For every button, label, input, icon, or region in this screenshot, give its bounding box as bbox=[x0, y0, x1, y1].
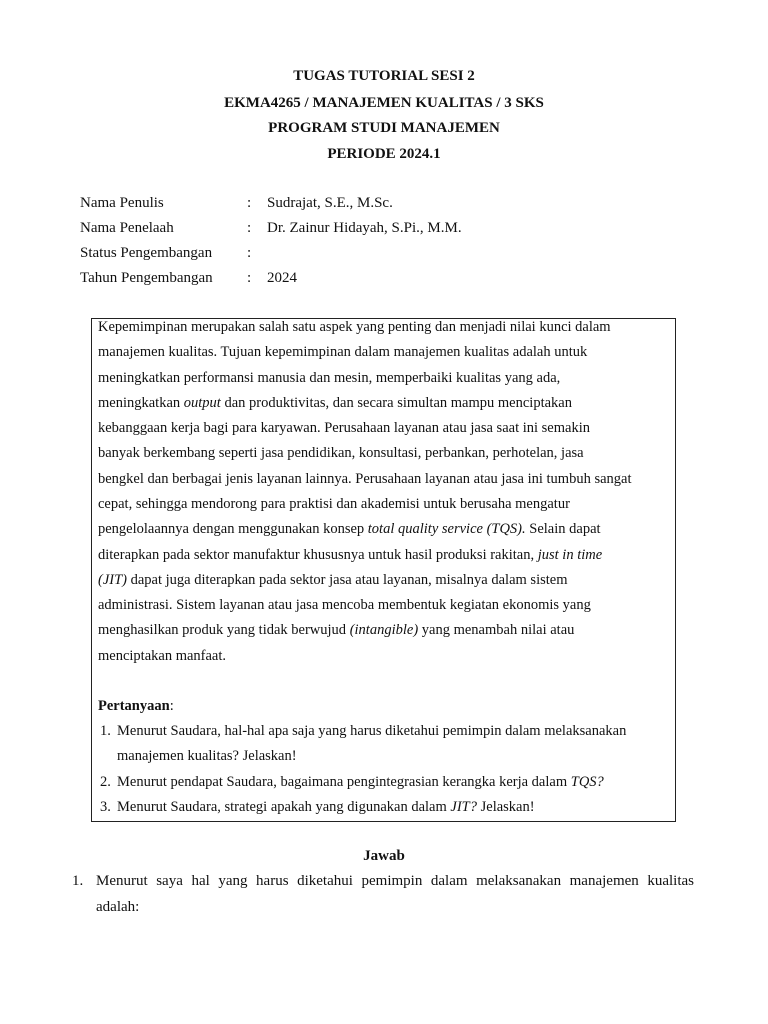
meta-label: Tahun Pengembangan bbox=[80, 270, 213, 286]
case-term-jit: just in time bbox=[537, 547, 603, 563]
case-text: banyak berkembang seperti jasa pendidikan, konsultasi, perbankan, perhotelan, jasa bbox=[98, 445, 584, 461]
meta-label: Nama Penelaah bbox=[80, 220, 174, 236]
question-text: Jelaskan! bbox=[476, 799, 535, 815]
meta-colon: : bbox=[247, 245, 252, 261]
case-line bbox=[98, 571, 567, 589]
answer-text: Menurut saya hal yang harus diketahui pemimpin dalam melaksanakan manajemen kualitas bbox=[96, 873, 694, 889]
case-text: meningkatkan performansi manusia dan mesin, memperbaiki kualitas yang ada, bbox=[98, 370, 561, 386]
case-line bbox=[98, 369, 560, 387]
case-term-intangible: (intangible) bbox=[349, 622, 419, 638]
questions-colon: : bbox=[169, 698, 174, 714]
meta-row-tahun bbox=[80, 268, 700, 288]
question-line bbox=[117, 773, 604, 791]
case-line bbox=[98, 318, 611, 336]
case-text: diterapkan pada sektor manufaktur khususnya untuk hasil produksi rakitan, bbox=[98, 547, 538, 563]
case-text: administrasi. Sistem layanan atau jasa mencoba membentuk kegiatan ekonomis yang bbox=[98, 597, 591, 613]
question-text: Menurut Saudara, hal-hal apa saja yang harus diketahui pemimpin dalam melaksanakan bbox=[117, 723, 627, 739]
question-term-tqs: TQS? bbox=[570, 774, 604, 790]
question-term-jit: JIT? bbox=[450, 799, 477, 815]
case-line bbox=[98, 444, 584, 462]
question-text: manajemen kualitas? Jelaskan! bbox=[117, 748, 297, 764]
case-line bbox=[98, 343, 587, 361]
case-text: dan produktivitas, dan secara simultan mampu menciptakan bbox=[220, 395, 572, 411]
meta-row-penulis bbox=[80, 193, 700, 213]
case-text: yang menambah nilai atau bbox=[418, 622, 575, 638]
header-course: EKMA4265 / MANAJEMEN KUALITAS / 3 SKS bbox=[224, 95, 544, 111]
question-text: Menurut pendapat Saudara, bagaimana pengintegrasian kerangka kerja dalam bbox=[117, 774, 571, 790]
case-line bbox=[98, 546, 602, 564]
questions-heading bbox=[98, 697, 174, 715]
case-text: Kepemimpinan merupakan salah satu aspek yang penting dan menjadi nilai kunci dalam bbox=[98, 319, 611, 335]
case-line bbox=[98, 394, 572, 412]
case-line bbox=[98, 419, 590, 437]
case-text: Selain dapat bbox=[525, 521, 601, 537]
case-text: meningkatkan bbox=[98, 395, 184, 411]
answer-text: adalah: bbox=[96, 899, 140, 915]
question-number: 3. bbox=[100, 799, 111, 815]
header-program: PROGRAM STUDI MANAJEMEN bbox=[268, 120, 500, 136]
meta-colon: : bbox=[247, 195, 252, 211]
questions-label: Pertanyaan bbox=[98, 698, 170, 714]
case-line bbox=[98, 470, 632, 488]
case-term-output: output bbox=[183, 395, 221, 411]
header-period: PERIODE 2024.1 bbox=[327, 146, 441, 162]
answer-number: 1. bbox=[72, 873, 84, 889]
case-text: kebanggaan kerja bagi para karyawan. Perusahaan layanan atau jasa saat ini semakin bbox=[98, 420, 590, 436]
case-text: cepat, sehingga mendorong para praktisi dan akademisi untuk berusaha mengatur bbox=[98, 496, 570, 512]
case-text: dapat juga diterapkan pada sektor jasa atau layanan, misalnya dalam sistem bbox=[127, 572, 568, 588]
case-text: pengelolaannya dengan menggunakan konsep bbox=[98, 521, 368, 537]
question-number: 1. bbox=[100, 723, 111, 739]
question-text: Menurut Saudara, strategi apakah yang digunakan dalam bbox=[117, 799, 451, 815]
case-line bbox=[98, 520, 601, 538]
meta-label: Status Pengembangan bbox=[80, 245, 213, 261]
header-title: TUGAS TUTORIAL SESI 2 bbox=[293, 68, 475, 84]
meta-row-penelaah bbox=[80, 218, 700, 238]
meta-value: Sudrajat, S.E., M.Sc. bbox=[267, 195, 393, 211]
meta-value: 2024 bbox=[267, 270, 297, 286]
question-number: 2. bbox=[100, 774, 111, 790]
case-text: menghasilkan produk yang tidak berwujud bbox=[98, 622, 350, 638]
case-text: manajemen kualitas. Tujuan kepemimpinan dalam manajemen kualitas adalah untuk bbox=[98, 344, 588, 360]
meta-colon: : bbox=[247, 270, 252, 286]
case-line bbox=[98, 596, 591, 614]
case-line bbox=[98, 621, 574, 639]
case-line bbox=[98, 495, 570, 513]
meta-value: Dr. Zainur Hidayah, S.Pi., M.M. bbox=[267, 220, 462, 236]
case-term-tqs: total quality service (TQS). bbox=[367, 521, 526, 537]
case-line bbox=[98, 647, 226, 665]
case-text: bengkel dan berbagai jenis layanan lainnya. Perusahaan layanan atau jasa ini tumbuh sangat bbox=[98, 471, 632, 487]
meta-row-status bbox=[80, 243, 700, 263]
answer-title: Jawab bbox=[363, 848, 405, 864]
case-term-jit-abbr: (JIT) bbox=[98, 572, 127, 588]
meta-label: Nama Penulis bbox=[80, 195, 164, 211]
question-line bbox=[117, 798, 535, 816]
meta-colon: : bbox=[247, 220, 252, 236]
case-text: menciptakan manfaat. bbox=[98, 648, 227, 664]
